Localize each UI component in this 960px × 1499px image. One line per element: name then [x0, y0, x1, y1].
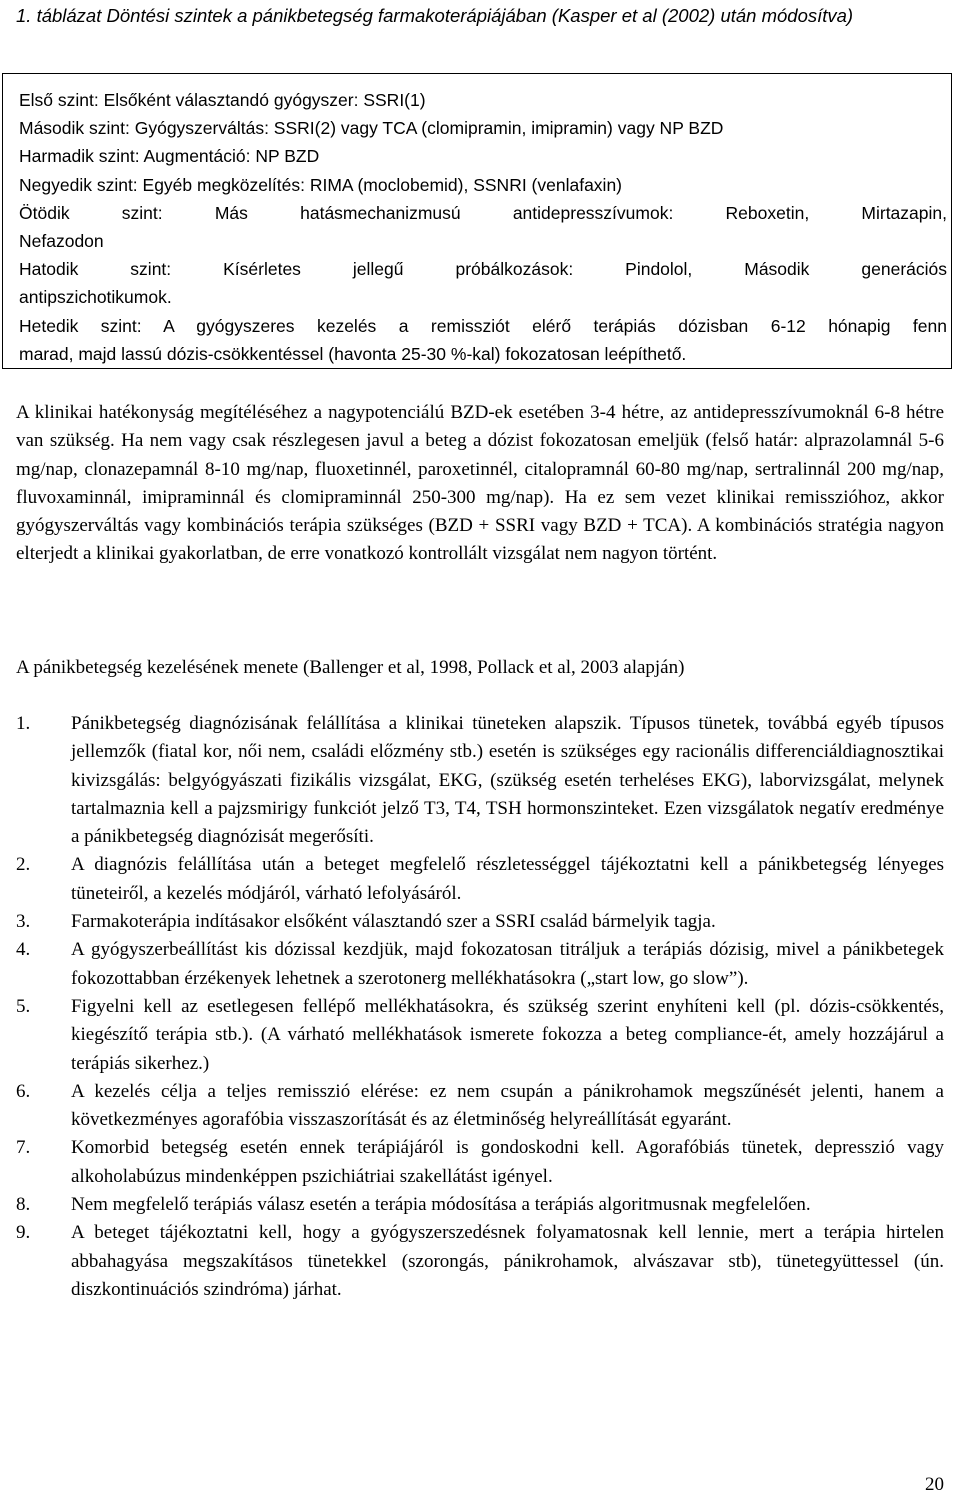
list-item: [16, 851, 944, 908]
body-paragraph: A klinikai hatékonyság megítéléséhez a nagypotenciálú BZD-ek esetében 3-4 hétre, az antidepresszívumoknál 6-8 hétre van szükség. Ha nem vagy csak részlegesen javul a beteg a dózist fokozatosan emeljük (felső határ: alprazolamnál 5-6 mg/nap, clonazepamnál 8-10 mg/nap, fluoxetinnél, paroxetinnél, citalopramnál 60-80 mg/nap, sertralinnál 200 mg/nap, fluvoxaminnál, imipraminnál és clomipraminnál 250-300 mg/nap). Ha ez sem vezet klinikai remisszióhoz, akkor gyógyszerváltás vagy kombinációs terápia szükséges (BZD + SSRI vagy BZD + TCA). A kombinációs stratégia nagyon elterjedt a klinikai gyakorlatban, de erre vonatkozó kontrollált vizsgálat nem nagyon történt.: [16, 402, 944, 565]
list-item-number: 1.: [16, 713, 31, 734]
box-line-2: Második szint: Gyógyszerváltás: SSRI(2) vagy TCA (clomipramin, imipramin) vagy NP BZD: [19, 118, 724, 138]
treatment-steps-list: [16, 710, 944, 1304]
list-item-text: A kezelés célja a teljes remisszió elérése: ez nem csupán a pánikrohamok megszűnését jelenti, hanem a következményes agorafóbia visszaszorítását és az életminőség helyreállítását egyaránt.: [71, 1080, 944, 1131]
box-line-9: Hetedik szint: A gyógyszeres kezelés a remissziót elérő terápiás dózisban 6-12 hónapig fenn: [19, 316, 947, 336]
list-item-text: A gyógyszerbeállítást kis dózissal kezdjük, majd fokozatosan titráljuk a terápiás dózisig, mivel a pánikbetegek fokozottabban érzékenyek lehetnek a szerotonerg mellékhatásokra („start low, go slow”).: [71, 939, 944, 989]
list-item-text: A diagnózis felállítása után a beteget megfelelő részletességgel tájékoztatni kell a pánikbetegség lényeges tüneteiről, a kezelés módjáról, várható lefolyásáról.: [71, 854, 944, 904]
box-line-6: Nefazodon: [19, 231, 104, 251]
box-line-10: marad, majd lassú dózis-csökkentéssel (havonta 25-30 %-kal) fokozatosan leépíthető.: [19, 344, 687, 364]
table-caption: 1. táblázat Döntési szintek a pánikbetegség farmakoterápiájában (Kasper et al (2002) után módosítva): [16, 5, 854, 26]
box-line-1: Első szint: Elsőként választandó gyógyszer: SSRI(1): [19, 90, 426, 110]
page-number: 20: [925, 1474, 944, 1495]
list-item-text: Figyelni kell az esetlegesen fellépő mellékhatásokra, és szükség szerint enyhíteni kell (pl. dózis-csökkentés, kiegészítő terápia stb.). (A várható mellékhatások ismerete fokozza a beteg compliance-ét, amely hozzájárul a terápiás sikerhez.): [71, 995, 944, 1074]
list-item-number: 6.: [16, 1080, 31, 1102]
section-heading: A pánikbetegség kezelésének menete (Ballenger et al, 1998, Pollack et al, 2003 alapján): [16, 657, 685, 678]
list-item-text: Nem megfelelő terápiás válasz esetén a terápia módosítása a terápiás algoritmusnak megfelelően.: [71, 1194, 811, 1216]
list-item-number: 7.: [16, 1137, 31, 1159]
list-item: [16, 710, 944, 851]
box-line-5: Ötödik szint: Más hatásmechanizmusú antidepresszívumok: Reboxetin, Mirtazapin,: [19, 203, 947, 223]
box-line-4: Negyedik szint: Egyéb megközelítés: RIMA (moclobemid), SSNRI (venlafaxin): [19, 175, 623, 195]
box-line-7: Hatodik szint: Kísérletes jellegű próbálkozások: Pindolol, Második generációs: [19, 259, 947, 279]
list-item-number: 9.: [16, 1222, 31, 1244]
list-item-text: Farmakoterápia indításakor elsőként választandó szer a SSRI család bármelyik tagja.: [71, 911, 716, 933]
list-item: [16, 936, 944, 993]
list-item-text: A beteget tájékoztatni kell, hogy a gyógyszerszedésnek folyamatosnak kell lennie, mert a terápia hirtelen abbahagyása megszakításos tünetekkel (szorongás, pánikrohamok, alvászavar stb), tünetegyüttessel (ún. diszkontinuációs szindróma) járhat.: [71, 1222, 944, 1300]
list-item: [16, 908, 944, 936]
list-item-number: 5.: [16, 995, 31, 1017]
list-item-number: 3.: [16, 911, 31, 933]
list-item-number: 4.: [16, 939, 31, 961]
box-line-3: Harmadik szint: Augmentáció: NP BZD: [19, 146, 320, 166]
list-item: [16, 1219, 944, 1304]
list-item-text: Komorbid betegség esetén ennek terápiájáról is gondoskodni kell. Agorafóbiás tünetek, depresszió vagy alkoholabúzus mindenképpen pszichiátriai szakellátást igényel.: [71, 1137, 944, 1187]
list-item-number: 8.: [16, 1194, 31, 1216]
list-item-number: 2.: [16, 854, 31, 876]
decision-levels-box: [2, 73, 952, 369]
list-item: [16, 1191, 944, 1219]
list-item: [16, 993, 944, 1078]
list-item: [16, 1134, 944, 1191]
list-item-text: Pánikbetegség diagnózisának felállítása a klinikai tüneteken alapszik. Típusos tünetek, továbbá egyéb típusos jellemzők (fiatal kor, női nem, családi előzmény stb.) esetén is szükséges egy racionális differenciáldiagnosztikai kivizsgálás: belgyógyászati fizikális vizsgálat, EKG, (szükség esetén terheléses EKG), laborvizsgálat, melynek tartalmaznia kell a pajzsmirigy funkciót jelző T3, T4, TSH hormonszinteket. Ezen vizsgálatok negatív eredménye a pánikbetegség diagnózisát megerősíti.: [71, 713, 944, 848]
box-line-8: antipszichotikumok.: [19, 287, 172, 307]
list-item: [16, 1078, 944, 1135]
